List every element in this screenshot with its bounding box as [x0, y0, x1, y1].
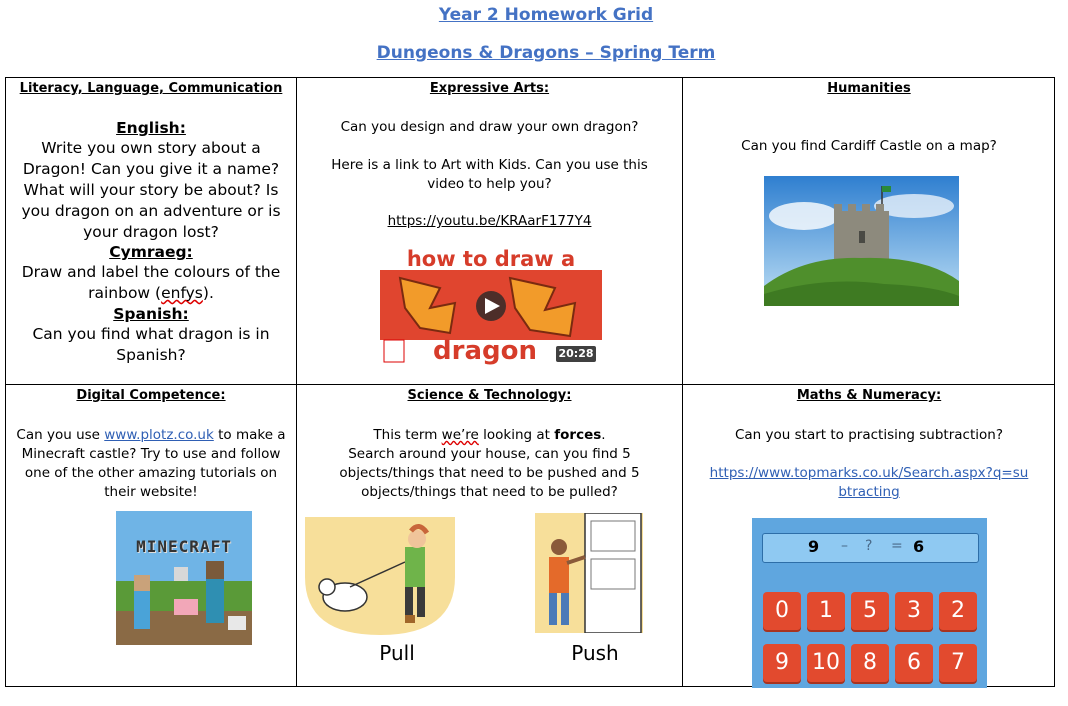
push-icon: [535, 513, 643, 633]
maths-cell: [683, 385, 1055, 687]
video-duration: 20:28: [558, 347, 594, 360]
pull-icon: [305, 517, 455, 635]
equation-a: 9: [808, 537, 820, 556]
digital-heading: Digital Competence:: [76, 388, 226, 403]
number-tile[interactable]: 7: [939, 644, 977, 682]
equation-equals: =: [891, 538, 903, 554]
cymraeg-text-part: ).: [202, 284, 214, 302]
cardiff-castle-image: [764, 176, 959, 306]
youtube-link[interactable]: https://youtu.be/KRAarF177Y4: [387, 213, 592, 229]
science-bold-word: forces: [554, 427, 602, 443]
science-text-part: looking at: [478, 427, 555, 443]
science-text-part: .: [601, 427, 606, 443]
science-cell: [297, 385, 682, 687]
science-heading: Science & Technology:: [407, 388, 572, 403]
cymraeg-text-part: Draw and label the colours of the rainbow (: [21, 263, 281, 302]
humanities-cell: [683, 78, 1055, 384]
equation-bar: [762, 533, 979, 563]
science-text-part: This term: [373, 427, 442, 443]
expressive-line1: Can you design and draw your own dragon?: [340, 119, 639, 135]
pull-image: [305, 517, 455, 635]
push-image: [535, 513, 643, 633]
page-subtitle: Dungeons & Dragons – Spring Term: [376, 43, 716, 63]
thumb-title-bottom: dragon: [433, 336, 537, 366]
number-tile[interactable]: 9: [763, 644, 801, 682]
science-word: we’re: [441, 427, 479, 443]
equation-b: 6: [913, 537, 925, 556]
topmarks-link-line1[interactable]: https://www.topmarks.co.uk/Search.aspx?q=su: [709, 465, 1029, 481]
digital-text-part: to make a Minecraft castle? Try to use and follow one of the other amazing tutorials on their website!: [21, 427, 286, 500]
number-tile[interactable]: 10: [807, 644, 845, 682]
humanities-text: Can you find Cardiff Castle on a map?: [741, 138, 997, 154]
science-text-line1: [297, 426, 682, 445]
science-text-line2: Search around your house, can you find 5 objects/things that need to be pushed and 5 objects/things that need to be pulled?: [339, 446, 640, 500]
digital-text-part: Can you use: [16, 427, 105, 443]
castle-icon: [764, 176, 959, 306]
digital-text: [10, 426, 292, 502]
push-label: Push: [571, 641, 619, 665]
number-tile[interactable]: 1: [807, 592, 845, 630]
subtraction-game: [752, 518, 987, 688]
spanish-heading: Spanish:: [113, 305, 189, 323]
number-tile[interactable]: 3: [895, 592, 933, 630]
minecraft-icon: [116, 511, 252, 645]
cymraeg-text: [12, 262, 290, 304]
humanities-heading: Humanities: [827, 81, 911, 96]
spanish-text: Can you find what dragon is in Spanish?: [32, 325, 270, 364]
number-tile[interactable]: 0: [763, 592, 801, 630]
equation-op: –: [841, 538, 848, 554]
minecraft-image: [116, 511, 252, 645]
number-tile[interactable]: 2: [939, 592, 977, 630]
expressive-line2: Here is a link to Art with Kids. Can you use this video to help you?: [331, 157, 648, 192]
number-tile[interactable]: 6: [895, 644, 933, 682]
maths-text: Can you start to practising subtraction?: [734, 427, 1003, 443]
literacy-heading: Literacy, Language, Communication: [19, 81, 283, 96]
cymraeg-heading: Cymraeg:: [109, 243, 193, 261]
topmarks-link-line2[interactable]: btracting: [838, 484, 900, 500]
english-heading: English:: [116, 119, 186, 137]
minecraft-logo-text: MINECRAFT: [136, 537, 232, 556]
number-tile[interactable]: 8: [851, 644, 889, 682]
number-tile[interactable]: 5: [851, 592, 889, 630]
thumb-title-top: how to draw a: [406, 248, 576, 271]
homework-grid: [5, 77, 1055, 687]
cymraeg-word: enfys: [161, 284, 203, 302]
page-title: Year 2 Homework Grid: [438, 5, 654, 25]
pull-label: Pull: [379, 641, 415, 665]
digital-cell: [6, 385, 296, 687]
plotz-link[interactable]: www.plotz.co.uk: [104, 427, 214, 443]
maths-heading: Maths & Numeracy:: [796, 388, 942, 403]
equation-unknown: ?: [865, 538, 873, 554]
english-text: Write you own story about a Dragon! Can you give it a name? What will your story be about? Is you dragon on an adventure or is your dragon lost?: [21, 139, 281, 241]
video-thumbnail[interactable]: [380, 248, 602, 366]
literacy-cell: [6, 78, 296, 384]
expressive-heading: Expressive Arts:: [429, 81, 550, 96]
expressive-cell: [297, 78, 682, 384]
